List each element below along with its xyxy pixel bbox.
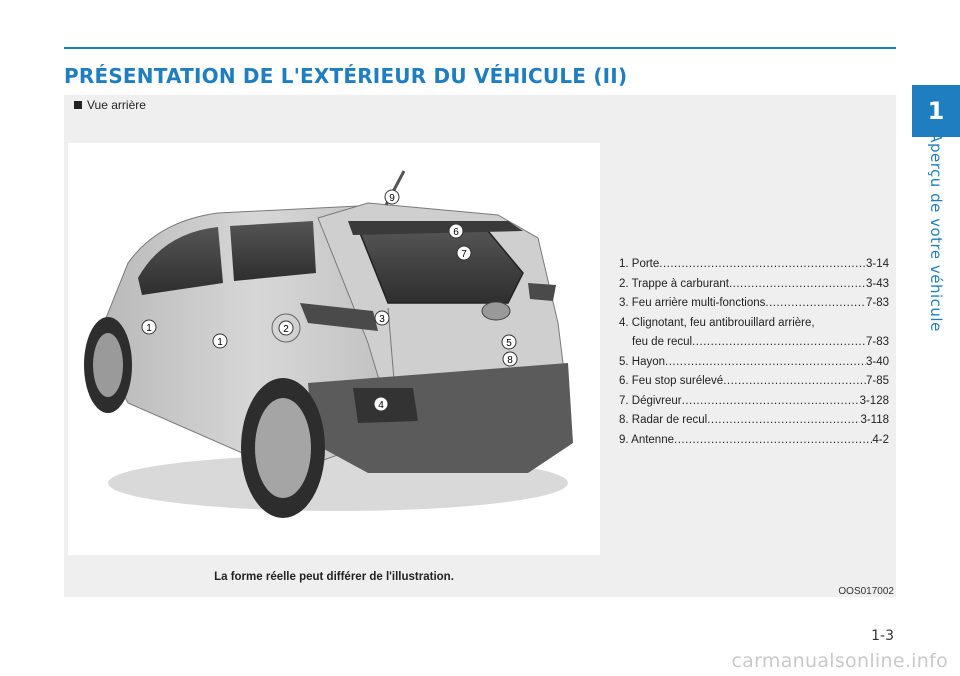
front-wheel-rim xyxy=(93,333,123,397)
legend-item: 4. Clignotant, feu antibrouillard arrière, xyxy=(619,316,815,329)
chapter-tab xyxy=(912,85,960,137)
legend-item: 3. Feu arrière multi-fonctions ..... 7-83 xyxy=(619,294,889,314)
chapter-number: 1 xyxy=(927,97,945,125)
legend-item: 6. Feu stop surélevé ..... 7-85 xyxy=(619,372,889,392)
vehicle-rear-illustration xyxy=(68,143,600,555)
svg-text:8: 8 xyxy=(507,355,513,366)
callout-2 xyxy=(279,321,293,335)
svg-text:1: 1 xyxy=(146,323,152,334)
callout-5 xyxy=(502,335,516,349)
page-number: 1-3 xyxy=(871,628,894,644)
legend-item: 7. Dégivreur ..... 3-128 xyxy=(619,392,889,412)
callout-1b xyxy=(213,334,227,348)
page-title: PRÉSENTATION DE L'EXTÉRIEUR DU VÉHICULE (II) xyxy=(64,64,628,88)
legend-item: 2. Trappe à carburant ..... 3-43 xyxy=(619,275,889,295)
svg-text:6: 6 xyxy=(453,227,459,238)
chapter-title: Aperçu de votre véhicule xyxy=(927,132,945,332)
legend-item: 8. Radar de recul ..... 3-118 xyxy=(619,411,889,431)
top-rule xyxy=(64,47,896,49)
svg-text:5: 5 xyxy=(506,338,512,349)
figure-caption: La forme réelle peut différer de l'illustration. xyxy=(214,571,454,583)
svg-text:7: 7 xyxy=(461,249,467,260)
callout-9 xyxy=(385,190,399,204)
legend-item: 9. Antenne ..... 4-2 xyxy=(619,431,889,451)
legend-item: 1. Porte ..... 3-14 xyxy=(619,255,889,275)
square-bullet-icon xyxy=(74,101,82,109)
tail-light-right xyxy=(528,283,556,301)
callout-1a xyxy=(142,320,156,334)
section-label-text: Vue arrière xyxy=(87,98,146,112)
svg-text:3: 3 xyxy=(379,314,385,325)
parts-legend xyxy=(619,255,889,450)
rear-wheel-rim xyxy=(255,398,311,498)
callout-3 xyxy=(375,311,389,325)
legend-item: 5. Hayon ..... 3-40 xyxy=(619,353,889,373)
figure-code: OOS017002 xyxy=(838,586,894,597)
callout-7 xyxy=(457,246,471,260)
callout-6 xyxy=(449,224,463,238)
svg-text:2: 2 xyxy=(283,324,289,335)
watermark: carmanualsonline.info xyxy=(731,650,948,672)
rear-quarter-window xyxy=(230,221,316,281)
vehicle-svg xyxy=(68,143,600,555)
callout-8 xyxy=(503,352,517,366)
svg-text:1: 1 xyxy=(217,337,223,348)
legend-item-continued: feu de recul ..... 7-83 xyxy=(619,333,889,353)
svg-text:4: 4 xyxy=(378,400,384,411)
svg-text:9: 9 xyxy=(389,193,395,204)
section-label xyxy=(74,98,146,112)
brand-logo xyxy=(482,302,510,320)
callout-4 xyxy=(374,397,388,411)
